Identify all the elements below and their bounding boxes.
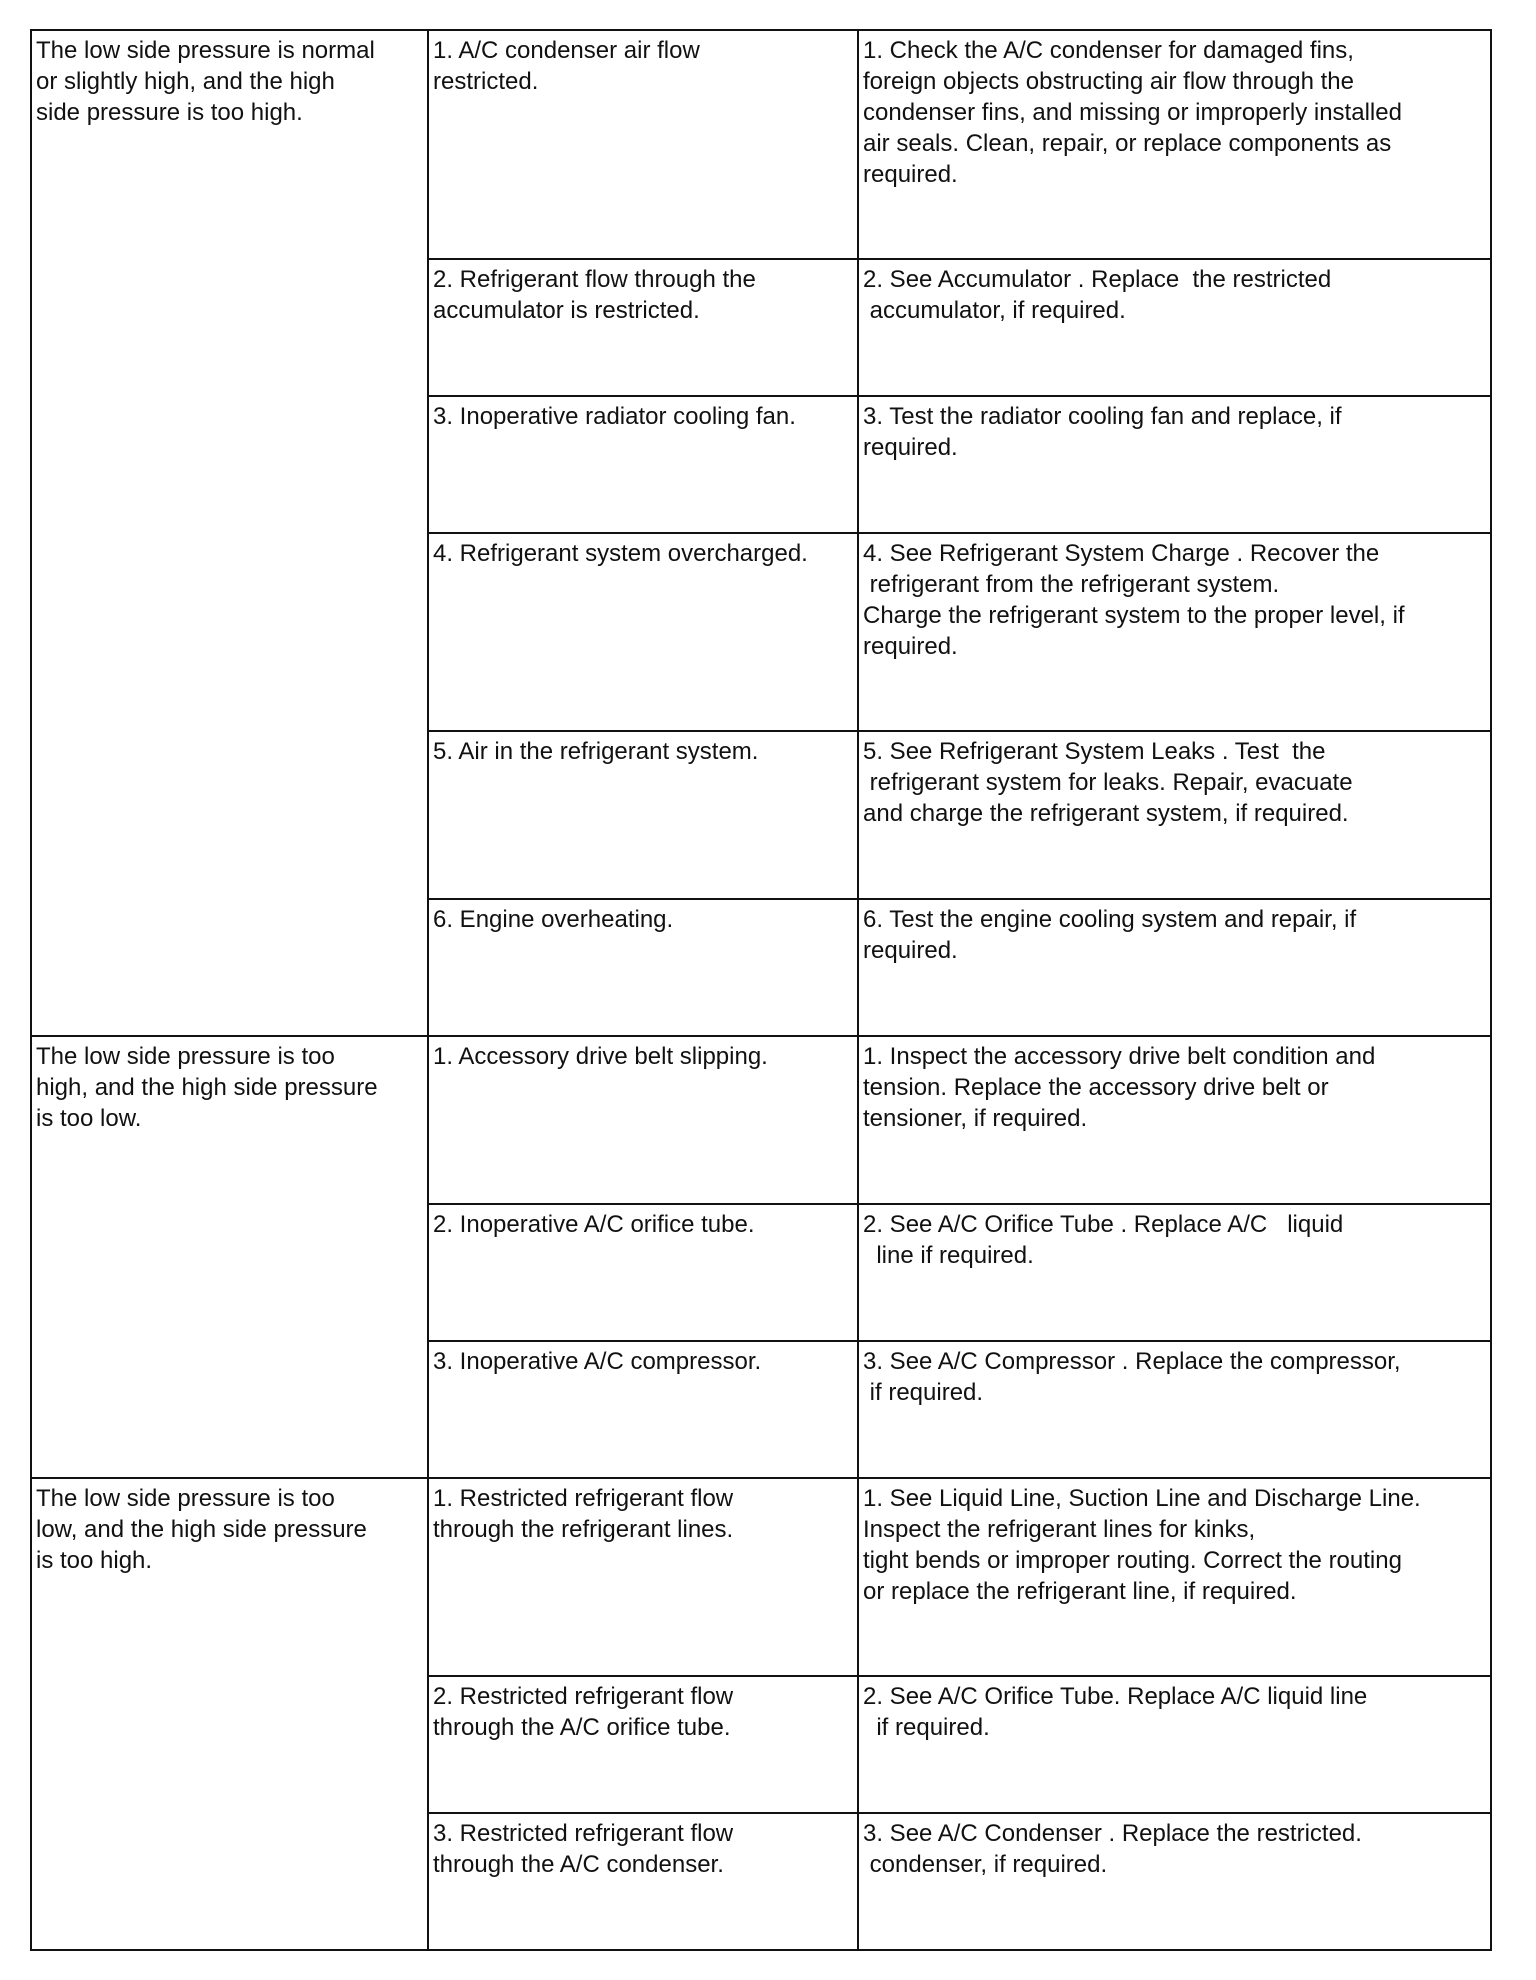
cause-cell (428, 1036, 858, 1204)
action-text: 4. See Refrigerant System Charge . Recover the (863, 540, 1380, 567)
action-text: Inspect the refrigerant lines for kinks, (863, 1516, 1256, 1543)
cause-cell (428, 1478, 858, 1676)
action-cell (858, 259, 1491, 396)
action-text: Charge the refrigerant system to the proper level, if (863, 602, 1405, 629)
action-cell (858, 1478, 1491, 1676)
action-text: required. (863, 161, 958, 188)
action-text: tension. Replace the accessory drive belt or (863, 1074, 1329, 1101)
action-text: if required. (863, 1714, 990, 1741)
cause-cell (428, 899, 858, 1036)
cause-text: 5. Air in the refrigerant system. (433, 738, 759, 765)
cause-text: 2. Restricted refrigerant flow (433, 1683, 734, 1710)
condition-cell (31, 1036, 428, 1478)
action-text: tight bends or improper routing. Correct the routing (863, 1547, 1402, 1574)
cause-text: 6. Engine overheating. (433, 906, 674, 933)
cause-cell (428, 259, 858, 396)
condition-text: high, and the high side pressure (36, 1074, 378, 1101)
condition-text: side pressure is too high. (36, 99, 303, 126)
action-cell (858, 30, 1491, 259)
action-cell (858, 731, 1491, 899)
action-text: accumulator, if required. (863, 297, 1126, 324)
cause-text: 4. Refrigerant system overcharged. (433, 540, 808, 567)
cause-cell (428, 1813, 858, 1950)
action-cell (858, 899, 1491, 1036)
action-text: air seals. Clean, repair, or replace components as (863, 130, 1392, 157)
diagnosis-table (30, 29, 1492, 1951)
action-text: 3. See A/C Condenser . Replace the restricted. (863, 1820, 1362, 1847)
action-text: required. (863, 633, 958, 660)
cause-cell (428, 533, 858, 731)
condition-text: or slightly high, and the high (36, 68, 335, 95)
cause-text: 1. Restricted refrigerant flow (433, 1485, 734, 1512)
action-cell (858, 1204, 1491, 1341)
action-text: 3. See A/C Compressor . Replace the compressor, (863, 1348, 1401, 1375)
condition-text: is too low. (36, 1105, 142, 1132)
condition-text: The low side pressure is normal (36, 37, 375, 64)
condition-text: low, and the high side pressure (36, 1516, 367, 1543)
cause-cell (428, 396, 858, 533)
action-text: or replace the refrigerant line, if required. (863, 1578, 1297, 1605)
action-text: foreign objects obstructing air flow through the (863, 68, 1354, 95)
condition-text: is too high. (36, 1547, 153, 1574)
action-text: tensioner, if required. (863, 1105, 1088, 1132)
action-text: 1. Check the A/C condenser for damaged fins, (863, 37, 1354, 64)
action-cell (858, 1036, 1491, 1204)
action-text: required. (863, 937, 958, 964)
action-cell (858, 1813, 1491, 1950)
table-row (31, 1478, 1491, 1676)
condition-cell (31, 1478, 428, 1950)
action-cell (858, 1341, 1491, 1478)
action-text: refrigerant system for leaks. Repair, evacuate (863, 769, 1353, 796)
action-text: condenser, if required. (863, 1851, 1108, 1878)
condition-text: The low side pressure is too (36, 1043, 335, 1070)
condition-cell (31, 30, 428, 1036)
cause-text: accumulator is restricted. (433, 297, 700, 324)
action-text: and charge the refrigerant system, if required. (863, 800, 1349, 827)
cause-text: 2. Refrigerant flow through the (433, 266, 756, 293)
cause-cell (428, 1676, 858, 1813)
cause-text: 1. A/C condenser air flow (433, 37, 700, 64)
cause-text: restricted. (433, 68, 539, 95)
action-text: line if required. (863, 1242, 1034, 1269)
cause-text: through the A/C condenser. (433, 1851, 724, 1878)
action-text: condenser fins, and missing or improperly installed (863, 99, 1402, 126)
cause-text: 3. Inoperative radiator cooling fan. (433, 403, 796, 430)
cause-cell (428, 731, 858, 899)
cause-cell (428, 30, 858, 259)
table-row (31, 1036, 1491, 1204)
action-text: if required. (863, 1379, 984, 1406)
table-row (31, 30, 1491, 259)
condition-text: The low side pressure is too (36, 1485, 335, 1512)
cause-text: through the refrigerant lines. (433, 1516, 734, 1543)
cause-text: through the A/C orifice tube. (433, 1714, 731, 1741)
action-cell (858, 533, 1491, 731)
cause-text: 2. Inoperative A/C orifice tube. (433, 1211, 755, 1238)
cause-text: 3. Inoperative A/C compressor. (433, 1348, 762, 1375)
action-text: 6. Test the engine cooling system and repair, if (863, 906, 1357, 933)
action-text: 1. Inspect the accessory drive belt condition and (863, 1043, 1376, 1070)
cause-text: 1. Accessory drive belt slipping. (433, 1043, 768, 1070)
action-text: 3. Test the radiator cooling fan and replace, if (863, 403, 1342, 430)
action-text: 5. See Refrigerant System Leaks . Test the (863, 738, 1326, 765)
action-text: required. (863, 434, 958, 461)
cause-text: 3. Restricted refrigerant flow (433, 1820, 734, 1847)
action-text: 2. See Accumulator . Replace the restricted (863, 266, 1332, 293)
action-cell (858, 396, 1491, 533)
cause-cell (428, 1341, 858, 1478)
action-text: refrigerant from the refrigerant system. (863, 571, 1280, 598)
action-text: 2. See A/C Orifice Tube . Replace A/C liquid (863, 1211, 1344, 1238)
action-cell (858, 1676, 1491, 1813)
cause-cell (428, 1204, 858, 1341)
action-text: 2. See A/C Orifice Tube. Replace A/C liquid line (863, 1683, 1368, 1710)
action-text: 1. See Liquid Line, Suction Line and Discharge Line. (863, 1485, 1421, 1512)
